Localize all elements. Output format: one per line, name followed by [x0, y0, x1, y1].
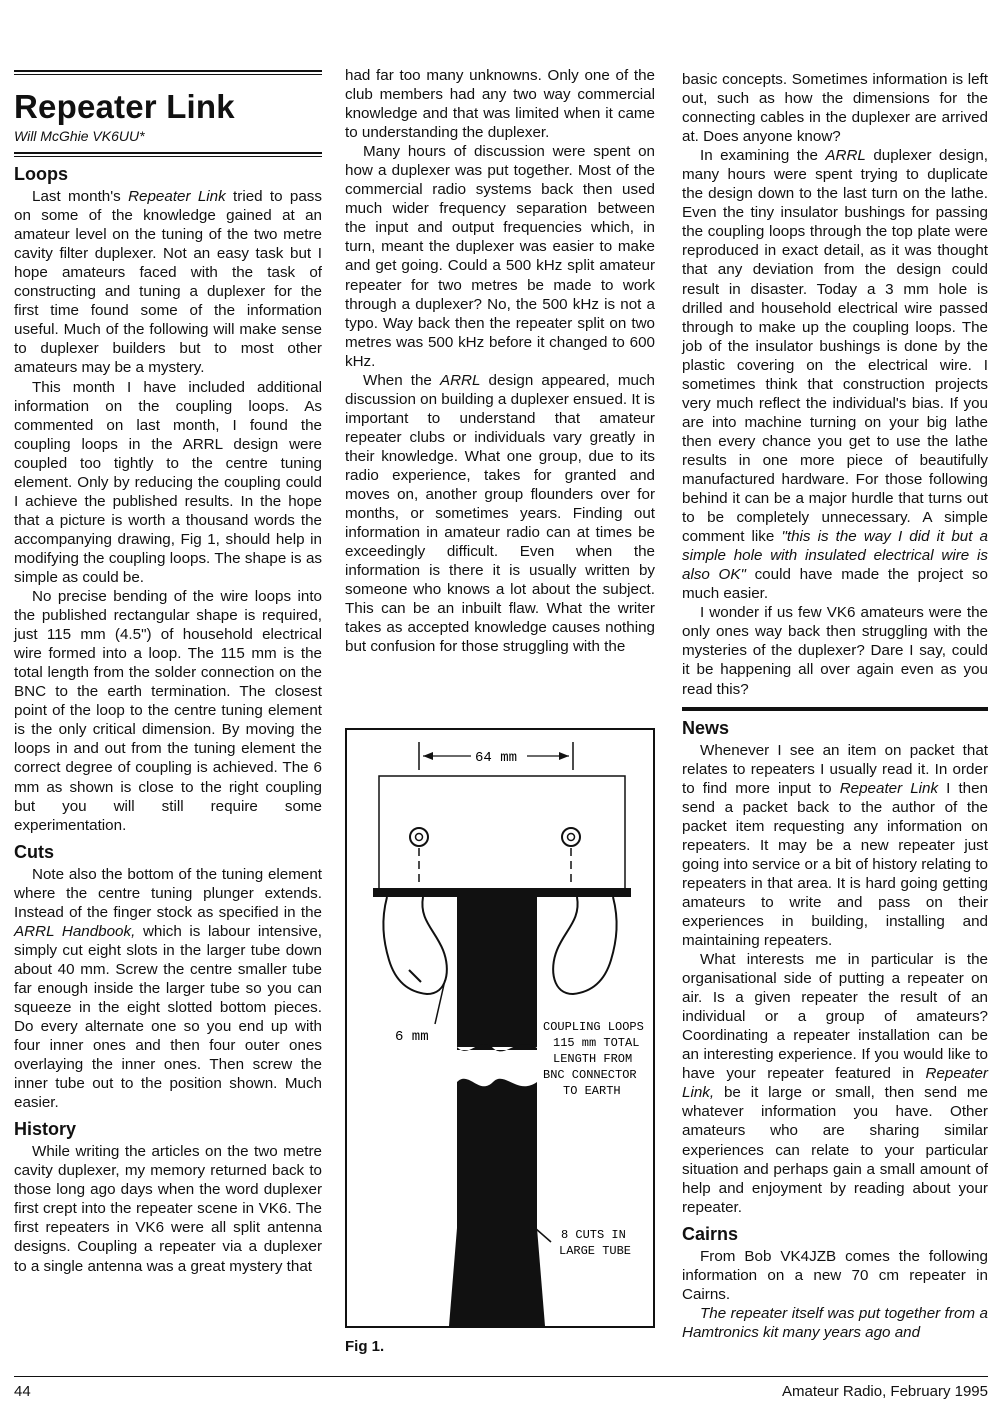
paragraph: basic concepts. Sometimes information is left out, such as how the dimensions for the connecting cables in the duplexer are arrived at. Does anyone know?	[682, 71, 988, 146]
top-plate	[379, 776, 625, 892]
bnc-connector-left	[410, 828, 428, 846]
figure-caption: Fig 1.	[345, 1338, 385, 1355]
heading-history: History	[14, 1119, 77, 1140]
gap-marker	[409, 970, 421, 982]
dim-label: 64 mm	[475, 750, 518, 766]
paragraph: What interests me in particular is the organisational side of putting a repeater on air. Is a given repeater the result of an individual or a group of amateurs? Coordinating a repeater installation can be an interesting experience. If you would like to have your repeater featured in Repeater Link, be it large or small, then send me whatever information you have. Other amateurs who are sharing similar experiences can relate to your particular situation and perhaps gain a small amount of help and enjoyment by reading about your repeater.	[682, 951, 988, 1216]
bnc-connector-left-pin	[416, 834, 423, 841]
heading-loops: Loops	[14, 164, 68, 185]
lower-tube	[457, 1079, 537, 1228]
article-title: Repeater Link	[14, 88, 235, 125]
page-number: 44	[14, 1383, 31, 1400]
column-3	[682, 70, 988, 1342]
paragraph: Note also the bottom of the tuning element where the centre tuning plunger extends. Instead of the finger stock as specified in the ARRL Handbook, which is labour intensive, simply cut eight slots in the larger tube down about 40 mm. Screw the centre smaller tube far enough inside the larger tube so you can squeeze in the eight slotted bottom pieces. Do every alternate one so you end up with four inner ones and then four outer ones overlaying the inner ones. Then screw the inner tube out to the position shown. Much easier.	[14, 865, 322, 1112]
coupling-label-line5: TO EARTH	[563, 1084, 621, 1098]
bnc-connector-right	[562, 828, 580, 846]
dim-arrow-left	[423, 752, 433, 760]
cuts-label-line2: LARGE TUBE	[559, 1244, 632, 1258]
gap-label: 6 mm	[395, 1029, 429, 1045]
coupling-label-line3: LENGTH FROM	[553, 1052, 633, 1066]
coupling-label-line4: BNC CONNECTOR	[543, 1068, 637, 1082]
top-rule	[14, 70, 322, 75]
coupling-loop-right	[553, 897, 616, 994]
paragraph: Last month's Repeater Link tried to pass on some of the knowledge gained at an amateur level on the tuning of the two metre cavity filter duplexer. Not an easy task but I hope amateurs faced with the task of constructing and tuning a duplexer for the first time found some of the information useful. Much of the following will make sense to duplexer builders but to most other amateurs may be a mystery.	[14, 188, 322, 377]
paragraph: From Bob VK4JZB comes the following information on a new 70 cm repeater in Cairns.	[682, 1247, 988, 1303]
paragraph: This month I have included additional information on the coupling loops. As commented on last month, I found the coupling loops in the ARRL design were coupled too tightly to the centre tuning element. Only by reducing the coupling could I achieve the published results. In the hope that a picture is worth a thousand words the accompanying drawing, Fig 1, should help in modifying the coupling loops. The shape is as simple as could be.	[14, 378, 322, 586]
heading-cuts: Cuts	[14, 841, 54, 862]
paragraph: The repeater itself was put together from a Hamtronics kit many years ago and	[682, 1304, 988, 1341]
figure-1-box	[345, 728, 655, 1328]
publication-line: Amateur Radio, February 1995	[782, 1383, 988, 1400]
footer-rule	[14, 1376, 988, 1377]
coupling-label-line2: 115 mm TOTAL	[553, 1036, 640, 1050]
centre-tuning-element	[457, 897, 537, 1047]
paragraph: No precise bending of the wire loops into the published rectangular shape is required, just 115 mm (4.5") of household electrical wire formed into a loop. The 115 mm is the total length from the solder connection on the BNC to the earth termination. The closest point of the loop to the centre tuning element is the only critical dimension. By moving the loops in and out from the tuning element the correct degree of coupling is achieved. The 6 mm as shown is close to the right coupling but you will still require some experimentation.	[14, 588, 322, 834]
heading-cairns: Cairns	[682, 1223, 739, 1244]
paragraph: had far too many unknowns. Only one of the club members had any two way commercial knowledge and that was limited when it came to understanding the duplexer.	[345, 67, 655, 142]
paragraph: While writing the articles on the two metre cavity duplexer, my memory returned back to those long ago days when the word duplexer first crept into the repeater scene in VK6. The first repeaters in VK6 were all split antenna designs. Coupling a repeater via a duplexer to a single antenna was a great mystery that	[14, 1143, 322, 1275]
coupling-label-line1: COUPLING LOOPS	[543, 1020, 644, 1034]
column-2	[345, 66, 655, 656]
top-plate-base	[373, 888, 631, 897]
paragraph: Whenever I see an item on packet that relates to repeaters I usually read it. In order to find more input to Repeater Link I then send a packet back to the author of the packet item requesting any information on repeaters. It may be a new repeater just going into service or a bit of history relating to repeaters in that area. It is hard going getting amateurs to write and pass on their experiences in building, installing and maintaining repeaters.	[682, 741, 989, 950]
large-tube-taper	[449, 1228, 545, 1326]
dim-arrow-right	[559, 752, 569, 760]
paragraph: I wonder if us few VK6 amateurs were the only ones way back then struggling with the mysteries of the duplexer? Dare I say, could it be happening all over again even as you read this?	[682, 604, 988, 698]
heading-news: News	[682, 717, 730, 738]
bnc-connector-right-pin	[568, 834, 575, 841]
byline-rule	[14, 152, 322, 157]
section-rule	[682, 707, 988, 711]
byline: Will McGhie VK6UU*	[14, 128, 145, 144]
paragraph: Many hours of discussion were spent on how a duplexer was put together. Most of the commercial radio systems back then used much wider frequency separation between the input and output frequencies which, in turn, meant the duplexer was easier to make and get going. Could a 500 kHz split amateur repeater for two metres be made to work through a duplexer? No, the 500 kHz is not a typo. Way back then the repeater split on two metres was 500 kHz before it changed to 600 kHz.	[345, 143, 655, 370]
coupling-loop-diagram	[347, 730, 653, 1326]
cuts-label-line1: 8 CUTS IN	[561, 1228, 626, 1242]
column-1	[14, 70, 322, 1276]
coupling-loop-left	[383, 897, 446, 994]
paragraph: In examining the ARRL duplexer design, many hours were spent trying to duplicate the design down to the last turn on the lathe. Even the tiny insulator bushings for passing the coupling loops through the top plate were reproduced in exact detail, as it was thought that any deviation from the design could result in disaster. Today a 3 mm hole is drilled and household electrical wire passed through to make up the coupling loops. The job of the insulator bushings is done by the plastic covering on the electrical wire. I sometimes think that construction projects very much reflect the individual's bias. If you are into machine turning on your big lathe then every chance you get to use the lathe results in one more piece of beautifully manufactured hardware. For those following behind it can be a major hurdle that turns out to be completely unnecessary. A simple comment like "this is the way I did it but a simple hole with insulated electrical wire is also OK" could have made the project so much easier.	[682, 147, 989, 603]
gap-leader	[435, 980, 445, 1024]
paragraph: When the ARRL design appeared, much discussion on building a duplexer ensued. It is important to understand that amateur repeater clubs or individuals vary greatly in their knowledge. What one group, due to its radio experience, takes for granted and moves on, another group flounders over for months, or sometimes years. Finding out information in amateur radio can at times be exceedingly difficult. Even when the information is there it is usually written by someone who knows a lot about the subject. This can be an inbuilt flaw. What the writer takes as accepted knowledge causes nothing but confusion for those struggling with the	[345, 371, 655, 656]
